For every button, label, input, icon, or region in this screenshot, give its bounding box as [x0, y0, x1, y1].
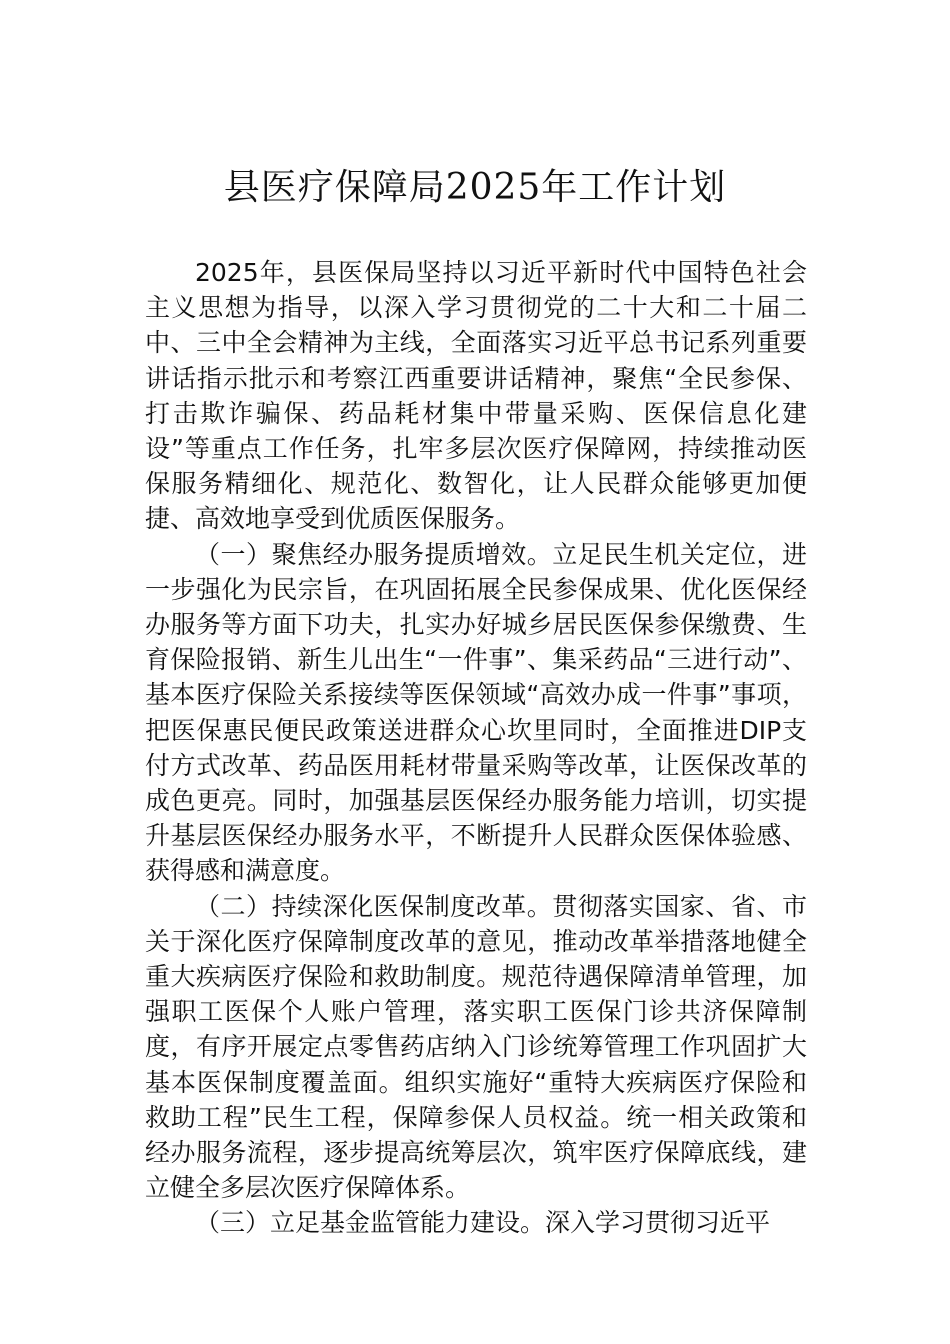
section-2-paragraph: （二）持续深化医保制度改革。贯彻落实国家、省、市关于深化医疗保障制度改革的意见，推动改革举措落地健全重大疾病医疗保险和救助制度。规范待遇保障清单管理，加强职工医保个人账户管理，落实职工医保门诊共济保障制度，有序开展定点零售药店纳入门诊统筹管理工作巩固扩大基本医保制度覆盖面。组织实施好“重特大疾病医疗保险和救助工程”民生工程，保障参保人员权益。统一相关政策和经办服务流程，逐步提高统筹层次，筑牢医疗保障底线，建立健全多层次医疗保障体系。: [145, 891, 807, 1203]
section-1-paragraph: （一）聚焦经办服务提质增效。立足民生机关定位，进一步强化为民宗旨，在巩固拓展全民参保成果、优化医保经办服务等方面下功夫，扎实办好城乡居民医保参保缴费、生育保险报销、新生儿出生“一件事”、集采药品“三进行动”、基本医疗保险关系接续等医保领域“高效办成一件事”事项，把医保惠民便民政策送进群众心坎里同时，全面推进DIP支付方式改革、药品医用耗材带量采购等改革，让医保改革的成色更亮。同时，加强基层医保经办服务能力培训，切实提升基层医保经办服务水平，不断提升人民群众医保体验感、获得感和满意度。: [145, 539, 807, 886]
document-body: [145, 255, 807, 1241]
document-title: 县医疗保障局2025年工作计划: [223, 167, 727, 208]
intro-paragraph: 2025年，县医保局坚持以习近平新时代中国特色社会主义思想为指导，以深入学习贯彻党的二十大和二十届二中、三中全会精神为主线，全面落实习近平总书记系列重要讲话指示批示和考察江西重要讲话精神，聚焦“全民参保、打击欺诈骗保、药品耗材集中带量采购、医保信息化建设”等重点工作任务，扎牢多层次医疗保障网，持续推动医保服务精细化、规范化、数智化，让人民群众能够更加便捷、高效地享受到优质医保服务。: [145, 258, 807, 534]
section-3-paragraph: （三）立足基金监管能力建设。深入学习贯彻习近平: [195, 1208, 771, 1238]
